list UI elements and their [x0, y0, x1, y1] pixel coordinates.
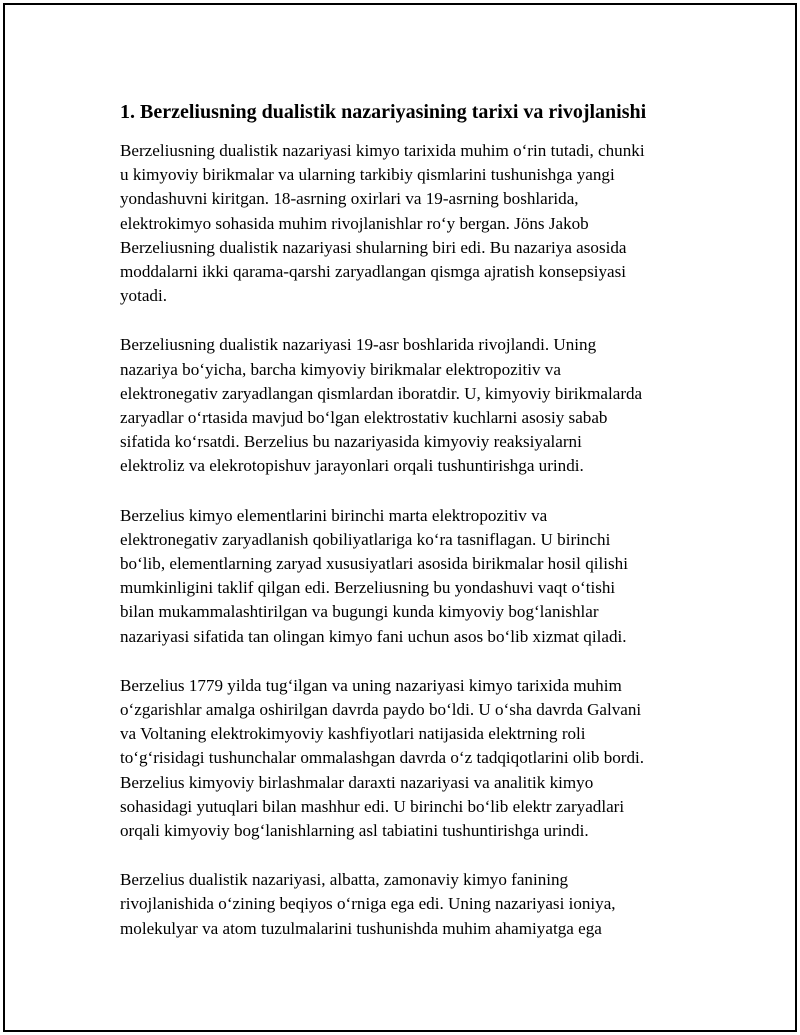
- section-heading: 1. Berzeliusning dualistik nazariyasining tarixi va rivojlanishi: [120, 101, 647, 123]
- paragraph-line: bilan mukammalashtirilgan va bugungi kunda kimyoviy bog‘lanishlar: [120, 602, 599, 622]
- paragraph-line: u kimyoviy birikmalar va ularning tarkibiy qismlarini tushunishga yangi: [120, 165, 615, 185]
- paragraph-line: o‘zgarishlar amalga oshirilgan davrda paydo bo‘ldi. U o‘sha davrda Galvani: [120, 700, 642, 720]
- paragraph-line: elektronegativ zaryadlanish qobiliyatlariga ko‘ra tasniflagan. U birinchi: [120, 529, 611, 549]
- document-body: [120, 99, 700, 966]
- paragraph-line: molekulyar va atom tuzulmalarini tushunishda muhim ahamiyatga ega: [120, 918, 602, 938]
- paragraph-line: sohasidagi yutuqlari bilan mashhur edi. U birinchi bo‘lib elektr zaryadlari: [120, 796, 625, 816]
- paragraph-line: Berzeliusning dualistik nazariyasi shularning biri edi. Bu nazariya asosida: [120, 237, 627, 257]
- paragraph-line: nazariya bo‘yicha, barcha kimyoviy birikmalar elektropozitiv va: [120, 359, 561, 379]
- paragraph-line: zaryadlar o‘rtasida mavjud bo‘lgan elektrostativ kuchlarni asosiy sabab: [120, 408, 608, 428]
- paragraph-list: [120, 139, 700, 941]
- paragraph: [120, 139, 700, 308]
- paragraph-line: elektroliz va elekrotopishuv jarayonlari orqali tushuntirishga urindi.: [120, 456, 584, 476]
- paragraph-line: Berzelius kimyo elementlarini birinchi marta elektropozitiv va: [120, 505, 548, 525]
- paragraph: [120, 868, 700, 941]
- paragraph-line: Berzelius dualistik nazariyasi, albatta, zamonaviy kimyo fanining: [120, 870, 569, 890]
- paragraph: [120, 674, 700, 843]
- paragraph-line: elektronegativ zaryadlangan qismlardan iboratdir. U, kimyoviy birikmalarda: [120, 383, 643, 403]
- paragraph-line: nazariyasi sifatida tan olingan kimyo fani uchun asos bo‘lib xizmat qiladi.: [120, 626, 627, 646]
- paragraph: [120, 504, 700, 649]
- paragraph-line: Berzeliusning dualistik nazariyasi 19-asr boshlarida rivojlandi. Uning: [120, 335, 597, 355]
- paragraph: [120, 333, 700, 478]
- paragraph-line: Berzelius 1779 yilda tug‘ilgan va uning nazariyasi kimyo tarixida muhim: [120, 675, 622, 695]
- paragraph-line: elektrokimyo sohasida muhim rivojlanishlar ro‘y bergan. Jöns Jakob: [120, 213, 589, 233]
- paragraph-line: bo‘lib, elementlarning zaryad xususiyatlari asosida birikmalar hosil qilishi: [120, 554, 628, 574]
- paragraph-line: yondashuvni kiritgan. 18-asrning oxirlari va 19-asrning boshlarida,: [120, 189, 579, 209]
- paragraph-line: to‘g‘risidagi tushunchalar ommalashgan davrda o‘z tadqiqotlarini olib bordi.: [120, 748, 645, 768]
- paragraph-line: orqali kimyoviy bog‘lanishlarning asl tabiatini tushuntirishga urindi.: [120, 821, 589, 841]
- paragraph-line: va Voltaning elektrokimyoviy kashfiyotlari natijasida elektrning roli: [120, 724, 586, 744]
- paragraph-line: sifatida ko‘rsatdi. Berzelius bu nazariyasida kimyoviy reaksiyalarni: [120, 432, 582, 452]
- paragraph-line: yotadi.: [120, 286, 167, 306]
- page-border: [3, 3, 797, 1032]
- paragraph-line: Berzeliusning dualistik nazariyasi kimyo tarixida muhim o‘rin tutadi, chunki: [120, 141, 645, 160]
- paragraph-line: mumkinligini taklif qilgan edi. Berzeliusning bu yondashuvi vaqt o‘tishi: [120, 578, 616, 598]
- paragraph-line: rivojlanishida o‘zining beqiyos o‘rniga ega edi. Uning nazariyasi ioniya,: [120, 894, 616, 914]
- paragraph-line: Berzelius kimyoviy birlashmalar daraxti nazariyasi va analitik kimyo: [120, 772, 594, 792]
- paragraph-line: moddalarni ikki qarama-qarshi zaryadlangan qismga ajratish konsepsiyasi: [120, 262, 627, 282]
